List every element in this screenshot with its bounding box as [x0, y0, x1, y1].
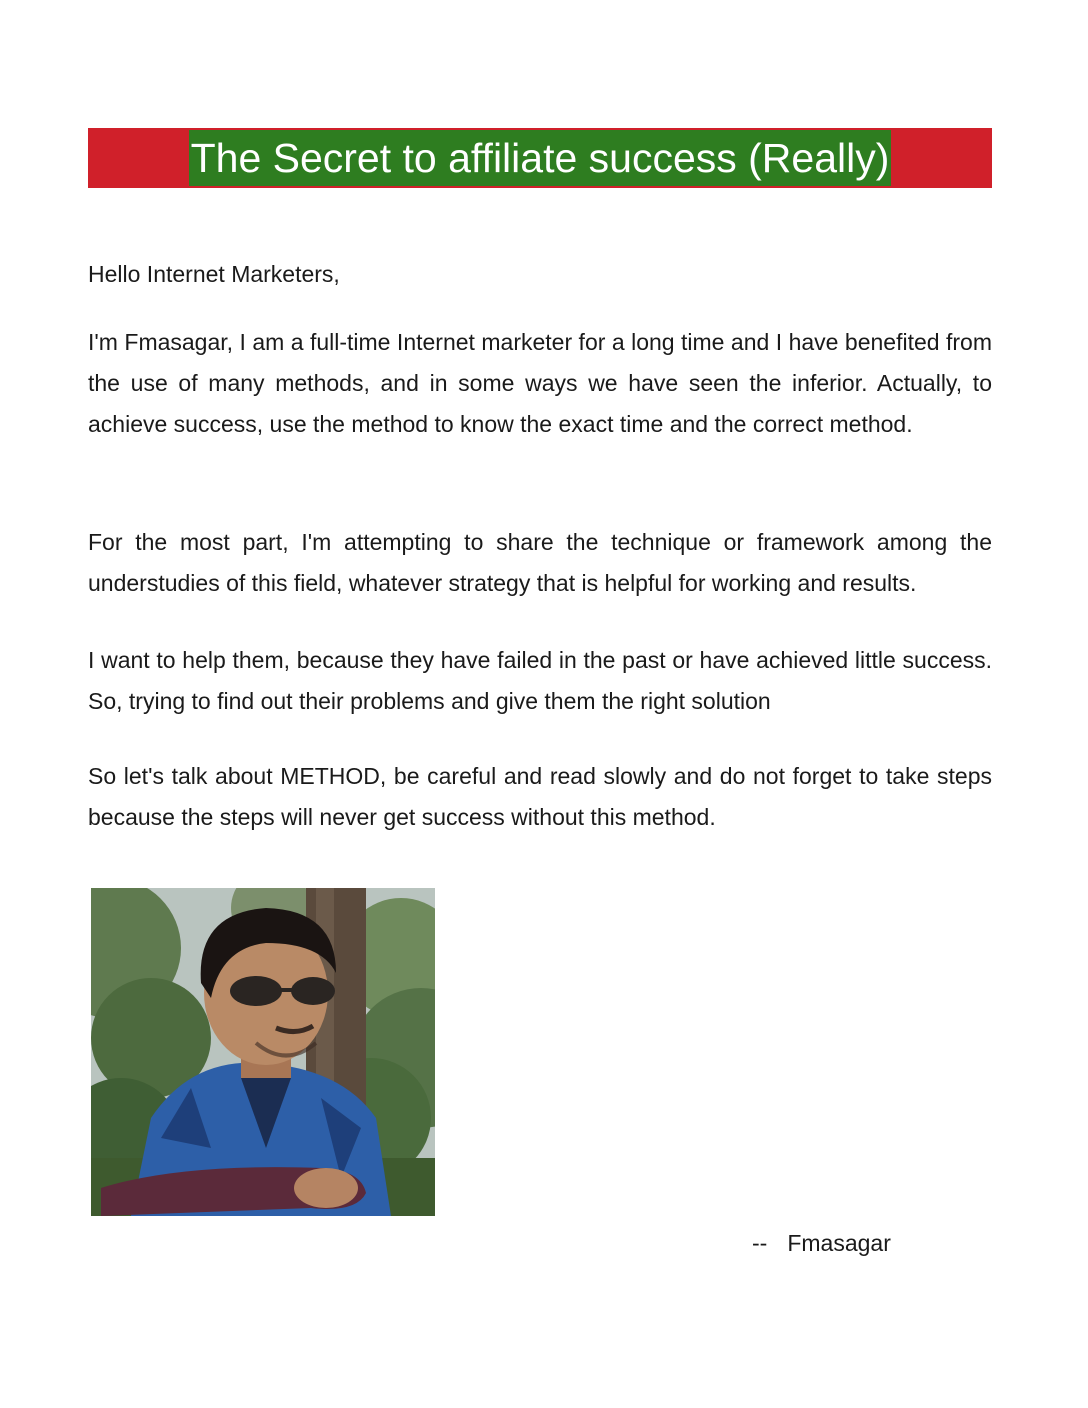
title-banner [88, 128, 992, 188]
signature-name: Fmasagar [787, 1230, 891, 1256]
page-title: The Secret to affiliate success (Really) [189, 130, 892, 186]
paragraph-help: I want to help them, because they have failed in the past or have achieved little success. So, trying to find out their problems and give them the right solution [88, 647, 992, 714]
author-photo [91, 888, 435, 1216]
paragraph-intro: I'm Fmasagar, I am a full-time Internet marketer for a long time and I have benefited from the use of many methods, and in some ways we have seen the inferior. Actually, to achieve success, use the method to know the exact time and the correct method. [88, 329, 992, 437]
signature-dash: -- [752, 1230, 768, 1256]
signature [752, 1226, 891, 1260]
greeting: Hello Internet Marketers, [88, 261, 340, 287]
paragraph-method: So let's talk about METHOD, be careful and read slowly and do not forget to take steps because the steps will never get success without this method. [88, 763, 992, 830]
paragraph-sharing: For the most part, I'm attempting to share the technique or framework among the understudies of this field, whatever strategy that is helpful for working and results. [88, 529, 992, 596]
author-photo-illustration [91, 888, 435, 1216]
